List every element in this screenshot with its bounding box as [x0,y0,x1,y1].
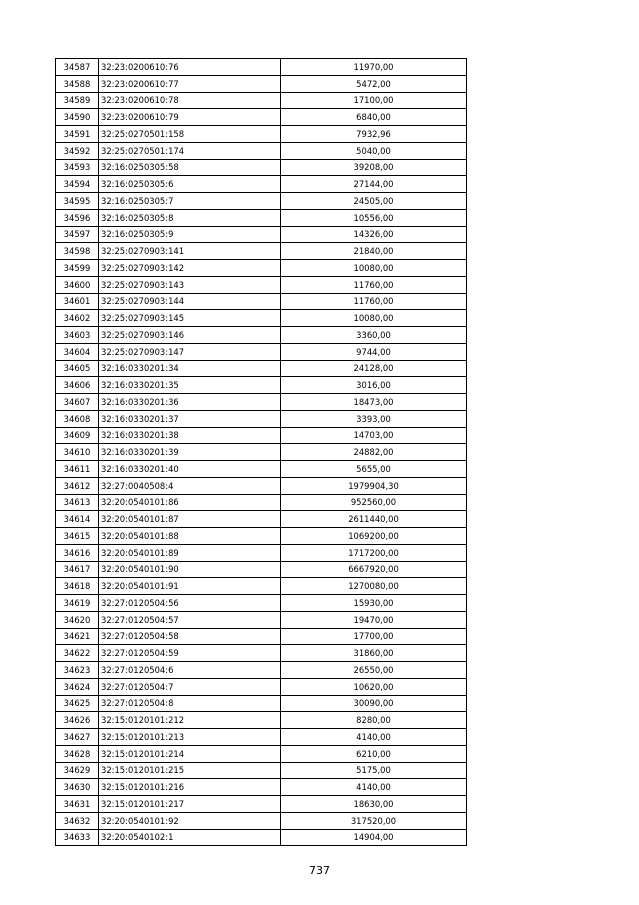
value-cell: 5175,00 [281,762,467,779]
cadastral-number-cell: 32:20:0540101:86 [99,494,281,511]
value-cell: 1979904,30 [281,477,467,494]
table-row [56,628,467,645]
cadastral-number-cell: 32:15:0120101:213 [99,729,281,746]
cadastral-number-cell: 32:15:0120101:214 [99,745,281,762]
table-row [56,193,467,210]
cadastral-number-cell: 32:27:0120504:57 [99,611,281,628]
row-number-cell: 34616 [56,544,99,561]
value-cell: 1069200,00 [281,528,467,545]
table-body [56,59,467,846]
row-number-cell: 34622 [56,645,99,662]
value-cell: 6210,00 [281,745,467,762]
table-row [56,561,467,578]
value-cell: 18473,00 [281,394,467,411]
table-row [56,611,467,628]
row-number-cell: 34594 [56,176,99,193]
cadastral-number-cell: 32:15:0120101:215 [99,762,281,779]
value-cell: 3393,00 [281,410,467,427]
row-number-cell: 34627 [56,729,99,746]
row-number-cell: 34631 [56,796,99,813]
table-row [56,662,467,679]
row-number-cell: 34595 [56,193,99,210]
row-number-cell: 34598 [56,243,99,260]
value-cell: 5472,00 [281,75,467,92]
table-row [56,494,467,511]
cadastral-number-cell: 32:15:0120101:216 [99,779,281,796]
value-cell: 10556,00 [281,209,467,226]
value-cell: 8280,00 [281,712,467,729]
table-row [56,695,467,712]
value-cell: 30090,00 [281,695,467,712]
table-row [56,75,467,92]
value-cell: 4140,00 [281,779,467,796]
cadastral-number-cell: 32:20:0540101:88 [99,528,281,545]
row-number-cell: 34591 [56,126,99,143]
cadastral-number-cell: 32:16:0330201:37 [99,410,281,427]
table-row [56,812,467,829]
row-number-cell: 34613 [56,494,99,511]
table-row [56,745,467,762]
cadastral-number-cell: 32:20:0540101:91 [99,578,281,595]
row-number-cell: 34617 [56,561,99,578]
cadastral-number-cell: 32:15:0120101:217 [99,796,281,813]
row-number-cell: 34587 [56,59,99,76]
row-number-cell: 34607 [56,394,99,411]
table-row [56,544,467,561]
cadastral-number-cell: 32:27:0120504:6 [99,662,281,679]
cadastral-number-cell: 32:27:0040508:4 [99,477,281,494]
cadastral-number-cell: 32:25:0270903:143 [99,276,281,293]
table-row [56,260,467,277]
value-cell: 14703,00 [281,427,467,444]
cadastral-number-cell: 32:23:0200610:76 [99,59,281,76]
table-row [56,779,467,796]
table-row [56,176,467,193]
row-number-cell: 34626 [56,712,99,729]
cadastral-number-cell: 32:23:0200610:79 [99,109,281,126]
value-cell: 19470,00 [281,611,467,628]
value-cell: 3016,00 [281,377,467,394]
table-row [56,360,467,377]
cadastral-number-cell: 32:16:0250305:6 [99,176,281,193]
table-row [56,394,467,411]
value-cell: 31860,00 [281,645,467,662]
cadastral-number-cell: 32:25:0270903:146 [99,327,281,344]
value-cell: 24882,00 [281,444,467,461]
value-cell: 17700,00 [281,628,467,645]
row-number-cell: 34630 [56,779,99,796]
cadastral-number-cell: 32:23:0200610:78 [99,92,281,109]
row-number-cell: 34608 [56,410,99,427]
row-number-cell: 34597 [56,226,99,243]
value-cell: 9744,00 [281,343,467,360]
row-number-cell: 34612 [56,477,99,494]
table-row [56,511,467,528]
row-number-cell: 34602 [56,310,99,327]
cadastral-number-cell: 32:25:0270903:141 [99,243,281,260]
value-cell: 14904,00 [281,829,467,846]
cadastral-number-cell: 32:23:0200610:77 [99,75,281,92]
row-number-cell: 34605 [56,360,99,377]
table-row [56,92,467,109]
row-number-cell: 34623 [56,662,99,679]
row-number-cell: 34593 [56,159,99,176]
value-cell: 4140,00 [281,729,467,746]
cadastral-number-cell: 32:16:0250305:58 [99,159,281,176]
cadastral-number-cell: 32:20:0540101:87 [99,511,281,528]
row-number-cell: 34620 [56,611,99,628]
cadastral-number-cell: 32:27:0120504:8 [99,695,281,712]
table-row [56,796,467,813]
cadastral-number-cell: 32:16:0250305:7 [99,193,281,210]
value-cell: 10620,00 [281,678,467,695]
cadastral-number-cell: 32:25:0270903:142 [99,260,281,277]
cadastral-number-cell: 32:16:0330201:39 [99,444,281,461]
value-cell: 24128,00 [281,360,467,377]
table-row [56,377,467,394]
value-cell: 18630,00 [281,796,467,813]
row-number-cell: 34610 [56,444,99,461]
table-row [56,829,467,846]
value-cell: 14326,00 [281,226,467,243]
cadastral-number-cell: 32:16:0330201:38 [99,427,281,444]
registry-table [55,58,467,846]
row-number-cell: 34619 [56,595,99,612]
table-row [56,343,467,360]
value-cell: 1717200,00 [281,544,467,561]
row-number-cell: 34604 [56,343,99,360]
value-cell: 6840,00 [281,109,467,126]
value-cell: 3360,00 [281,327,467,344]
value-cell: 17100,00 [281,92,467,109]
cadastral-number-cell: 32:27:0120504:7 [99,678,281,695]
cadastral-number-cell: 32:16:0330201:36 [99,394,281,411]
cadastral-number-cell: 32:25:0270501:174 [99,142,281,159]
cadastral-number-cell: 32:27:0120504:56 [99,595,281,612]
value-cell: 26550,00 [281,662,467,679]
row-number-cell: 34625 [56,695,99,712]
value-cell: 21840,00 [281,243,467,260]
row-number-cell: 34596 [56,209,99,226]
row-number-cell: 34624 [56,678,99,695]
value-cell: 317520,00 [281,812,467,829]
table-row [56,427,467,444]
cadastral-number-cell: 32:20:0540102:1 [99,829,281,846]
row-number-cell: 34603 [56,327,99,344]
row-number-cell: 34588 [56,75,99,92]
table-row [56,461,467,478]
cadastral-number-cell: 32:15:0120101:212 [99,712,281,729]
row-number-cell: 34621 [56,628,99,645]
row-number-cell: 34600 [56,276,99,293]
row-number-cell: 34615 [56,528,99,545]
cadastral-number-cell: 32:16:0330201:35 [99,377,281,394]
value-cell: 1270080,00 [281,578,467,595]
value-cell: 39208,00 [281,159,467,176]
table-row [56,126,467,143]
row-number-cell: 34589 [56,92,99,109]
table-row [56,444,467,461]
table-row [56,595,467,612]
value-cell: 10080,00 [281,310,467,327]
row-number-cell: 34592 [56,142,99,159]
value-cell: 24505,00 [281,193,467,210]
row-number-cell: 34599 [56,260,99,277]
cadastral-number-cell: 32:25:0270903:144 [99,293,281,310]
table-row [56,762,467,779]
row-number-cell: 34601 [56,293,99,310]
table-row [56,678,467,695]
table-row [56,712,467,729]
table-row [56,243,467,260]
cadastral-number-cell: 32:20:0540101:92 [99,812,281,829]
table-row [56,59,467,76]
cadastral-number-cell: 32:20:0540101:89 [99,544,281,561]
value-cell: 10080,00 [281,260,467,277]
table-row [56,109,467,126]
row-number-cell: 34632 [56,812,99,829]
table-row [56,310,467,327]
cadastral-number-cell: 32:16:0250305:9 [99,226,281,243]
value-cell: 11970,00 [281,59,467,76]
value-cell: 5655,00 [281,461,467,478]
value-cell: 15930,00 [281,595,467,612]
cadastral-number-cell: 32:25:0270903:147 [99,343,281,360]
cadastral-number-cell: 32:27:0120504:58 [99,628,281,645]
table-row [56,226,467,243]
cadastral-number-cell: 32:25:0270501:158 [99,126,281,143]
table-row [56,293,467,310]
row-number-cell: 34618 [56,578,99,595]
value-cell: 952560,00 [281,494,467,511]
table-row [56,410,467,427]
page-number: 737 [309,864,330,877]
value-cell: 11760,00 [281,293,467,310]
value-cell: 5040,00 [281,142,467,159]
row-number-cell: 34611 [56,461,99,478]
table-row [56,142,467,159]
table-row [56,645,467,662]
row-number-cell: 34628 [56,745,99,762]
value-cell: 2611440,00 [281,511,467,528]
value-cell: 7932,96 [281,126,467,143]
row-number-cell: 34606 [56,377,99,394]
table-row [56,209,467,226]
table-row [56,159,467,176]
table-row [56,578,467,595]
cadastral-number-cell: 32:16:0330201:34 [99,360,281,377]
row-number-cell: 34614 [56,511,99,528]
table-row [56,729,467,746]
cadastral-number-cell: 32:25:0270903:145 [99,310,281,327]
row-number-cell: 34629 [56,762,99,779]
cadastral-number-cell: 32:20:0540101:90 [99,561,281,578]
cadastral-number-cell: 32:16:0250305:8 [99,209,281,226]
value-cell: 6667920,00 [281,561,467,578]
table-row [56,477,467,494]
row-number-cell: 34609 [56,427,99,444]
table-row [56,276,467,293]
cadastral-number-cell: 32:27:0120504:59 [99,645,281,662]
row-number-cell: 34590 [56,109,99,126]
value-cell: 11760,00 [281,276,467,293]
row-number-cell: 34633 [56,829,99,846]
cadastral-number-cell: 32:16:0330201:40 [99,461,281,478]
table-row [56,327,467,344]
table-row [56,528,467,545]
value-cell: 27144,00 [281,176,467,193]
